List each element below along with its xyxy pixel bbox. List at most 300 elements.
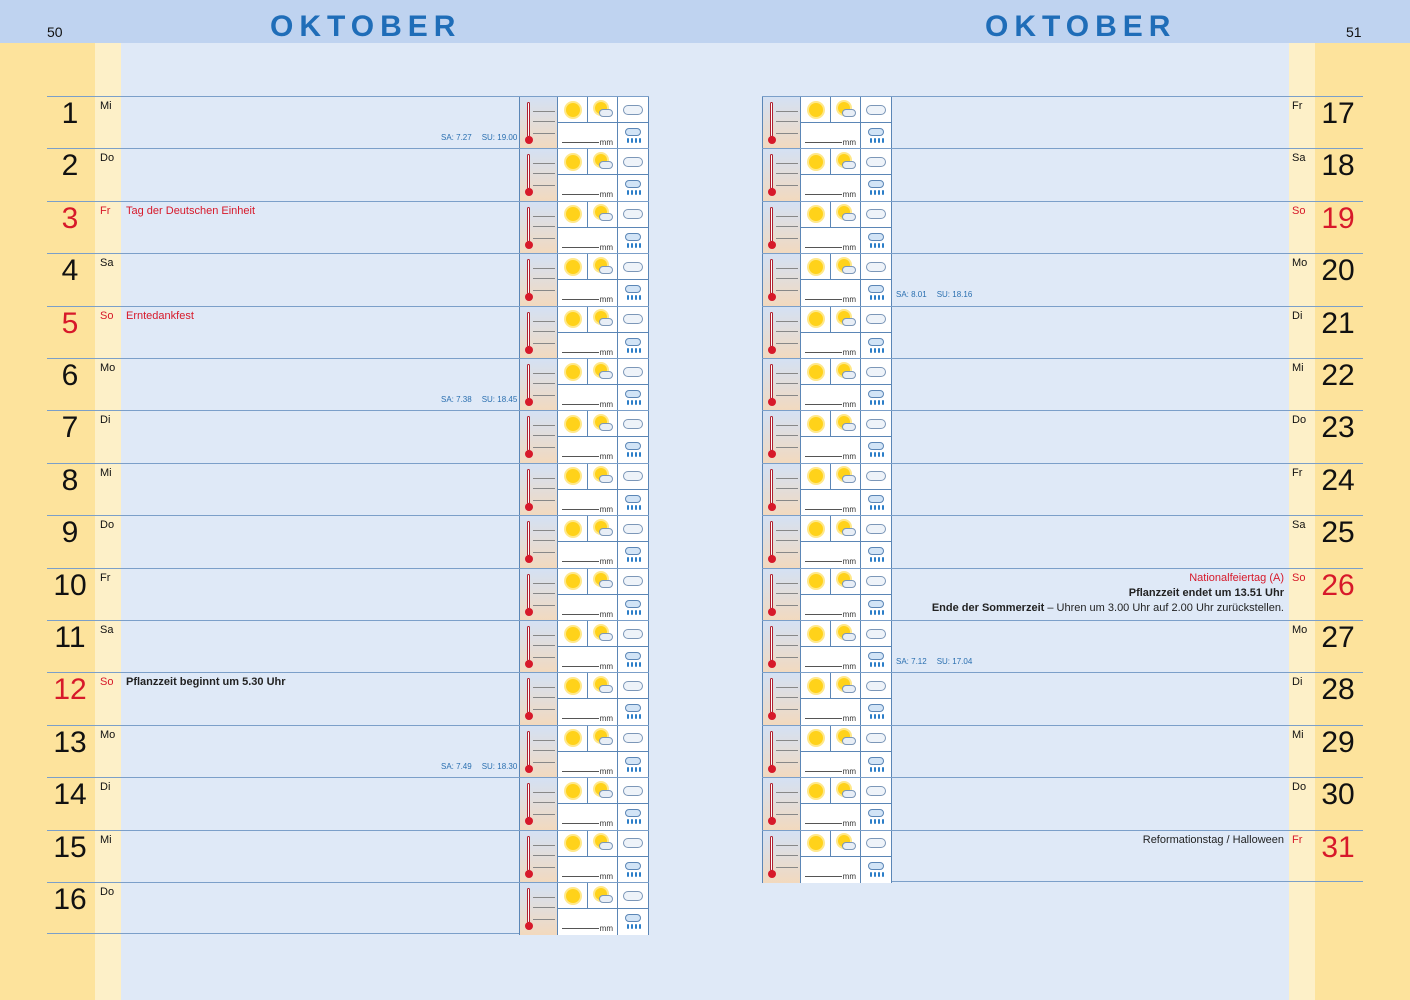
partly-cloudy-box[interactable]: [588, 883, 618, 909]
sun-box[interactable]: [801, 569, 831, 595]
cloud-box[interactable]: [618, 202, 648, 228]
rainfall-field[interactable]: [801, 228, 861, 254]
sunrise-sunset: [441, 133, 527, 142]
partly-cloudy-box[interactable]: [831, 726, 861, 752]
cloud-box[interactable]: [861, 464, 891, 490]
cloud-box[interactable]: [618, 673, 648, 699]
sun-icon: [566, 731, 580, 745]
weekday-label: Fr: [100, 204, 111, 217]
rainfall-unit: mm: [842, 190, 856, 200]
rain-box[interactable]: [861, 490, 891, 516]
rainfall-field[interactable]: [801, 437, 861, 463]
day-row[interactable]: [762, 96, 1363, 148]
thermometer-icon: [763, 359, 801, 411]
sun-box[interactable]: [558, 883, 588, 909]
event-text: Nationalfeiertag (A): [1189, 571, 1284, 584]
sun-icon: [566, 836, 580, 850]
partly-cloudy-box[interactable]: [588, 307, 618, 333]
partly-cloudy-box[interactable]: [588, 464, 618, 490]
rain-box[interactable]: [618, 228, 648, 254]
day-row[interactable]: [762, 253, 1363, 305]
cloud-box[interactable]: [618, 254, 648, 280]
rainfall-field[interactable]: [558, 385, 618, 411]
rain-box[interactable]: [618, 857, 648, 883]
sun-box[interactable]: [801, 621, 831, 647]
day-row[interactable]: [47, 463, 649, 515]
thermometer-icon: [520, 569, 558, 621]
rain-box[interactable]: [861, 804, 891, 830]
rainfall-unit: mm: [599, 766, 613, 776]
event-text: Tag der Deutschen Einheit: [126, 204, 256, 217]
rain-box[interactable]: [861, 437, 891, 463]
sun-box[interactable]: [558, 831, 588, 857]
day-row[interactable]: [762, 777, 1363, 829]
partly-cloudy-icon: [593, 102, 613, 118]
cloud-box[interactable]: [861, 307, 891, 333]
day-row[interactable]: [47, 515, 649, 567]
rainfall-field[interactable]: [801, 542, 861, 568]
partly-cloudy-icon: [593, 468, 613, 484]
partly-cloudy-box[interactable]: [831, 411, 861, 437]
day-row[interactable]: [47, 725, 649, 777]
weather-block: [762, 359, 892, 411]
day-row[interactable]: [47, 568, 649, 620]
sun-box[interactable]: [558, 202, 588, 228]
rain-box[interactable]: [861, 385, 891, 411]
rain-icon: [623, 862, 643, 878]
weekday-label: Sa: [1292, 152, 1306, 165]
weather-block: [519, 464, 649, 516]
event-bold-part: Ende der Sommerzeit: [931, 601, 1045, 614]
day-row[interactable]: [762, 201, 1363, 253]
day-row[interactable]: [762, 410, 1363, 462]
partly-cloudy-box[interactable]: [588, 726, 618, 752]
weekday-label: Fr: [1292, 466, 1303, 479]
rain-box[interactable]: [861, 123, 891, 149]
sun-icon: [566, 627, 580, 641]
event-text-part: – Uhren um 3.00 Uhr auf 2.00 Uhr zurückstellen.: [1044, 601, 1284, 614]
day-row[interactable]: [762, 358, 1363, 410]
partly-cloudy-box[interactable]: [831, 831, 861, 857]
rainfall-field[interactable]: [801, 804, 861, 830]
sun-box[interactable]: [558, 621, 588, 647]
partly-cloudy-box[interactable]: [831, 254, 861, 280]
weekday-label: So: [100, 309, 114, 322]
sunrise-time: SA: 7.38: [441, 395, 472, 404]
thermometer-icon: [763, 831, 801, 883]
sunset-time: SU: 18.16: [936, 290, 973, 300]
partly-cloudy-icon: [836, 102, 856, 118]
day-row[interactable]: [47, 201, 649, 253]
rainfall-field[interactable]: [558, 699, 618, 725]
day-number: 25: [1321, 516, 1355, 550]
thermometer-icon: [520, 673, 558, 725]
rainfall-field[interactable]: [558, 909, 618, 935]
rainfall-unit: mm: [842, 452, 856, 462]
rainfall-field[interactable]: [558, 647, 618, 673]
rainfall-unit: mm: [842, 662, 856, 671]
sun-icon: [809, 679, 823, 693]
sunset-time: SU: 18.30: [481, 761, 518, 771]
rain-box[interactable]: [861, 857, 891, 883]
sun-box[interactable]: [558, 97, 588, 123]
cloud-box[interactable]: [861, 569, 891, 595]
sun-box[interactable]: [558, 254, 588, 280]
weekday-label: Mo: [100, 728, 116, 741]
rain-box[interactable]: [618, 909, 648, 935]
rainfall-field[interactable]: [801, 385, 861, 411]
weekday-label: So: [1292, 571, 1306, 584]
rainfall-field[interactable]: [558, 857, 618, 883]
cloud-box[interactable]: [618, 516, 648, 542]
cloud-icon: [623, 209, 643, 219]
rainfall-field[interactable]: [801, 490, 861, 516]
sun-box[interactable]: [558, 149, 588, 175]
sun-box[interactable]: [801, 307, 831, 333]
rainfall-field[interactable]: [558, 804, 618, 830]
rainfall-field[interactable]: [801, 123, 861, 149]
partly-cloudy-icon: [593, 678, 613, 694]
partly-cloudy-box[interactable]: [831, 516, 861, 542]
partly-cloudy-icon: [593, 364, 613, 380]
cloud-box[interactable]: [861, 202, 891, 228]
partly-cloudy-icon: [593, 573, 613, 589]
sun-box[interactable]: [801, 254, 831, 280]
rain-box[interactable]: [618, 595, 648, 621]
cloud-box[interactable]: [618, 883, 648, 909]
cloud-box[interactable]: [618, 621, 648, 647]
day-number: 5: [61, 306, 79, 340]
partly-cloudy-box[interactable]: [831, 202, 861, 228]
weekday-label: So: [100, 676, 114, 689]
rain-box[interactable]: [861, 699, 891, 725]
rainfall-field[interactable]: [558, 542, 618, 568]
weather-block: [519, 254, 649, 306]
rainfall-field[interactable]: [801, 752, 861, 778]
sun-box[interactable]: [801, 411, 831, 437]
cloud-box[interactable]: [618, 831, 648, 857]
rain-icon: [866, 338, 886, 354]
sunset-time: SU: 19.00: [481, 133, 518, 142]
cloud-icon: [866, 838, 886, 848]
rain-box[interactable]: [861, 542, 891, 568]
day-row[interactable]: [762, 620, 1363, 672]
thermometer-icon: [763, 254, 801, 306]
partly-cloudy-box[interactable]: [831, 778, 861, 804]
cloud-box[interactable]: [618, 149, 648, 175]
rain-icon: [623, 600, 643, 616]
cloud-icon: [623, 262, 643, 272]
weekday-label: Fr: [1292, 100, 1303, 112]
rain-icon: [623, 390, 643, 406]
weather-block: [762, 464, 892, 516]
rain-icon: [623, 704, 643, 720]
partly-cloudy-box[interactable]: [831, 673, 861, 699]
partly-cloudy-box[interactable]: [588, 569, 618, 595]
day-row[interactable]: [47, 830, 649, 882]
sun-box[interactable]: [558, 569, 588, 595]
weather-block: [519, 831, 649, 883]
sun-box[interactable]: [801, 726, 831, 752]
partly-cloudy-box[interactable]: [588, 411, 618, 437]
day-row[interactable]: [762, 148, 1363, 200]
day-row[interactable]: [762, 306, 1363, 358]
cloud-box[interactable]: [618, 569, 648, 595]
day-row[interactable]: [762, 830, 1363, 882]
cloud-box[interactable]: [861, 831, 891, 857]
day-row[interactable]: [47, 358, 649, 410]
partly-cloudy-box[interactable]: [588, 254, 618, 280]
day-row[interactable]: [47, 882, 649, 934]
sun-icon: [566, 784, 580, 798]
rain-box[interactable]: [861, 175, 891, 201]
partly-cloudy-box[interactable]: [831, 359, 861, 385]
sun-icon: [566, 679, 580, 693]
rainfall-field[interactable]: [558, 752, 618, 778]
rain-icon: [623, 442, 643, 458]
day-row[interactable]: [762, 672, 1363, 724]
day-row[interactable]: [47, 672, 649, 724]
partly-cloudy-box[interactable]: [588, 516, 618, 542]
cloud-box[interactable]: [618, 359, 648, 385]
rainfall-field[interactable]: [558, 437, 618, 463]
partly-cloudy-box[interactable]: [831, 307, 861, 333]
cloud-box[interactable]: [618, 778, 648, 804]
rain-icon: [866, 704, 886, 720]
rainfall-field[interactable]: [558, 123, 618, 149]
weekday-label: Mi: [100, 100, 112, 112]
cloud-icon: [866, 419, 886, 429]
cloud-box[interactable]: [618, 97, 648, 123]
partly-cloudy-icon: [593, 259, 613, 275]
day-row[interactable]: [762, 463, 1363, 515]
day-row[interactable]: [47, 620, 649, 672]
weekday-label: Mo: [1292, 257, 1308, 270]
partly-cloudy-box[interactable]: [588, 202, 618, 228]
sun-box[interactable]: [801, 202, 831, 228]
rain-icon: [623, 495, 643, 511]
cloud-box[interactable]: [618, 726, 648, 752]
thermometer-icon: [520, 464, 558, 516]
rain-box[interactable]: [618, 123, 648, 149]
sun-box[interactable]: [558, 673, 588, 699]
partly-cloudy-icon: [836, 626, 856, 642]
cloud-icon: [623, 576, 643, 586]
rain-box[interactable]: [618, 490, 648, 516]
day-number: 20: [1321, 254, 1355, 288]
rain-box[interactable]: [618, 804, 648, 830]
sun-box[interactable]: [801, 673, 831, 699]
day-row[interactable]: [47, 96, 649, 148]
sun-icon: [809, 417, 823, 431]
sun-box[interactable]: [801, 149, 831, 175]
partly-cloudy-box[interactable]: [831, 464, 861, 490]
cloud-box[interactable]: [861, 673, 891, 699]
weather-block: [519, 726, 649, 778]
rain-icon: [866, 233, 886, 249]
rain-box[interactable]: [861, 752, 891, 778]
day-row[interactable]: [47, 253, 649, 305]
sun-box[interactable]: [558, 307, 588, 333]
rain-icon: [866, 547, 886, 563]
weather-block: [762, 673, 892, 725]
rain-box[interactable]: [861, 280, 891, 306]
rainfall-unit: mm: [599, 557, 613, 567]
rainfall-field[interactable]: [558, 490, 618, 516]
day-number: 27: [1321, 621, 1355, 654]
month-title-left: OKTOBER: [270, 10, 462, 43]
sun-box[interactable]: [801, 778, 831, 804]
partly-cloudy-icon: [836, 521, 856, 537]
weather-block: [519, 673, 649, 725]
rainfall-field[interactable]: [801, 175, 861, 201]
rain-box[interactable]: [618, 752, 648, 778]
cloud-icon: [623, 891, 643, 901]
day-row[interactable]: [47, 148, 649, 200]
partly-cloudy-box[interactable]: [588, 673, 618, 699]
cloud-icon: [866, 262, 886, 272]
rainfall-unit: mm: [599, 504, 613, 514]
weather-block: [519, 202, 649, 254]
sun-box[interactable]: [558, 411, 588, 437]
weekday-label: Mi: [1292, 728, 1304, 741]
rain-box[interactable]: [618, 647, 648, 673]
rain-box[interactable]: [618, 437, 648, 463]
cloud-box[interactable]: [861, 411, 891, 437]
day-number: 1: [61, 97, 79, 130]
partly-cloudy-box[interactable]: [831, 569, 861, 595]
day-row[interactable]: [47, 777, 649, 829]
rain-box[interactable]: [618, 280, 648, 306]
day-row[interactable]: [47, 410, 649, 462]
rainfall-field[interactable]: [558, 228, 618, 254]
rain-icon: [866, 652, 886, 668]
rain-box[interactable]: [861, 647, 891, 673]
sun-box[interactable]: [801, 516, 831, 542]
sun-box[interactable]: [558, 726, 588, 752]
rainfall-field[interactable]: [801, 699, 861, 725]
sun-box[interactable]: [558, 516, 588, 542]
partly-cloudy-box[interactable]: [588, 97, 618, 123]
sun-box[interactable]: [801, 359, 831, 385]
partly-cloudy-icon: [836, 364, 856, 380]
partly-cloudy-box[interactable]: [831, 149, 861, 175]
rainfall-field[interactable]: [558, 595, 618, 621]
partly-cloudy-box[interactable]: [831, 621, 861, 647]
sun-box[interactable]: [558, 464, 588, 490]
day-row[interactable]: [762, 725, 1363, 777]
sun-box[interactable]: [801, 464, 831, 490]
partly-cloudy-box[interactable]: [588, 149, 618, 175]
rainfall-field[interactable]: [801, 857, 861, 883]
thermometer-icon: [763, 307, 801, 359]
weekday-label: Do: [100, 152, 115, 165]
cloud-box[interactable]: [618, 464, 648, 490]
day-row[interactable]: [762, 515, 1363, 567]
rainfall-field[interactable]: [558, 175, 618, 201]
weekday-label: Di: [1292, 309, 1303, 322]
day-number: 7: [61, 411, 79, 445]
rain-icon: [623, 914, 643, 930]
day-number: 2: [61, 149, 79, 183]
day-number: 23: [1321, 411, 1355, 445]
event-text: Pflanzzeit beginnt um 5.30 Uhr: [126, 676, 286, 689]
partly-cloudy-box[interactable]: [588, 621, 618, 647]
sun-box[interactable]: [801, 831, 831, 857]
thermometer-icon: [520, 778, 558, 830]
cloud-box[interactable]: [861, 621, 891, 647]
partly-cloudy-box[interactable]: [831, 97, 861, 123]
sun-box[interactable]: [558, 359, 588, 385]
sunrise-sunset: [441, 395, 527, 404]
thermometer-icon: [763, 516, 801, 568]
rain-icon: [623, 233, 643, 249]
rainfall-field[interactable]: [801, 595, 861, 621]
cloud-icon: [866, 367, 886, 377]
rain-box[interactable]: [618, 385, 648, 411]
day-number: 30: [1321, 778, 1355, 812]
cloud-box[interactable]: [861, 97, 891, 123]
rainfall-field[interactable]: [558, 280, 618, 306]
cloud-box[interactable]: [861, 516, 891, 542]
cloud-box[interactable]: [861, 778, 891, 804]
rain-box[interactable]: [618, 333, 648, 359]
sun-box[interactable]: [801, 97, 831, 123]
rainfall-field[interactable]: [558, 333, 618, 359]
sun-icon: [566, 155, 580, 169]
cloud-box[interactable]: [861, 149, 891, 175]
day-row[interactable]: [762, 568, 1363, 620]
partly-cloudy-box[interactable]: [588, 831, 618, 857]
partly-cloudy-icon: [836, 468, 856, 484]
day-row[interactable]: [47, 306, 649, 358]
rain-box[interactable]: [618, 542, 648, 568]
rain-box[interactable]: [861, 595, 891, 621]
sun-box[interactable]: [558, 778, 588, 804]
cloud-box[interactable]: [861, 254, 891, 280]
rain-box[interactable]: [861, 333, 891, 359]
rainfall-unit: mm: [842, 609, 856, 619]
thermometer-icon: [763, 97, 801, 149]
cloud-box[interactable]: [861, 359, 891, 385]
rainfall-unit: mm: [599, 819, 613, 829]
rain-box[interactable]: [861, 228, 891, 254]
rain-icon: [866, 809, 886, 825]
cloud-box[interactable]: [618, 411, 648, 437]
rainfall-field[interactable]: [801, 333, 861, 359]
rain-box[interactable]: [618, 175, 648, 201]
rain-box[interactable]: [618, 699, 648, 725]
cloud-icon: [623, 733, 643, 743]
sunrise-sunset: [896, 657, 982, 666]
sunrise-sunset: [441, 762, 527, 771]
rainfall-field[interactable]: [801, 647, 861, 673]
rainfall-unit: mm: [842, 347, 856, 357]
rainfall-field[interactable]: [801, 280, 861, 306]
sun-icon: [566, 574, 580, 588]
cloud-icon: [623, 786, 643, 796]
thermometer-icon: [520, 149, 558, 201]
cloud-box[interactable]: [861, 726, 891, 752]
sun-icon: [809, 260, 823, 274]
partly-cloudy-box[interactable]: [588, 778, 618, 804]
rain-icon: [866, 180, 886, 196]
cloud-box[interactable]: [618, 307, 648, 333]
rainfall-unit: mm: [599, 347, 613, 357]
day-number: 13: [53, 725, 87, 759]
event-text: Pflanzzeit endet um 13.51 Uhr: [1128, 586, 1284, 599]
partly-cloudy-box[interactable]: [588, 359, 618, 385]
